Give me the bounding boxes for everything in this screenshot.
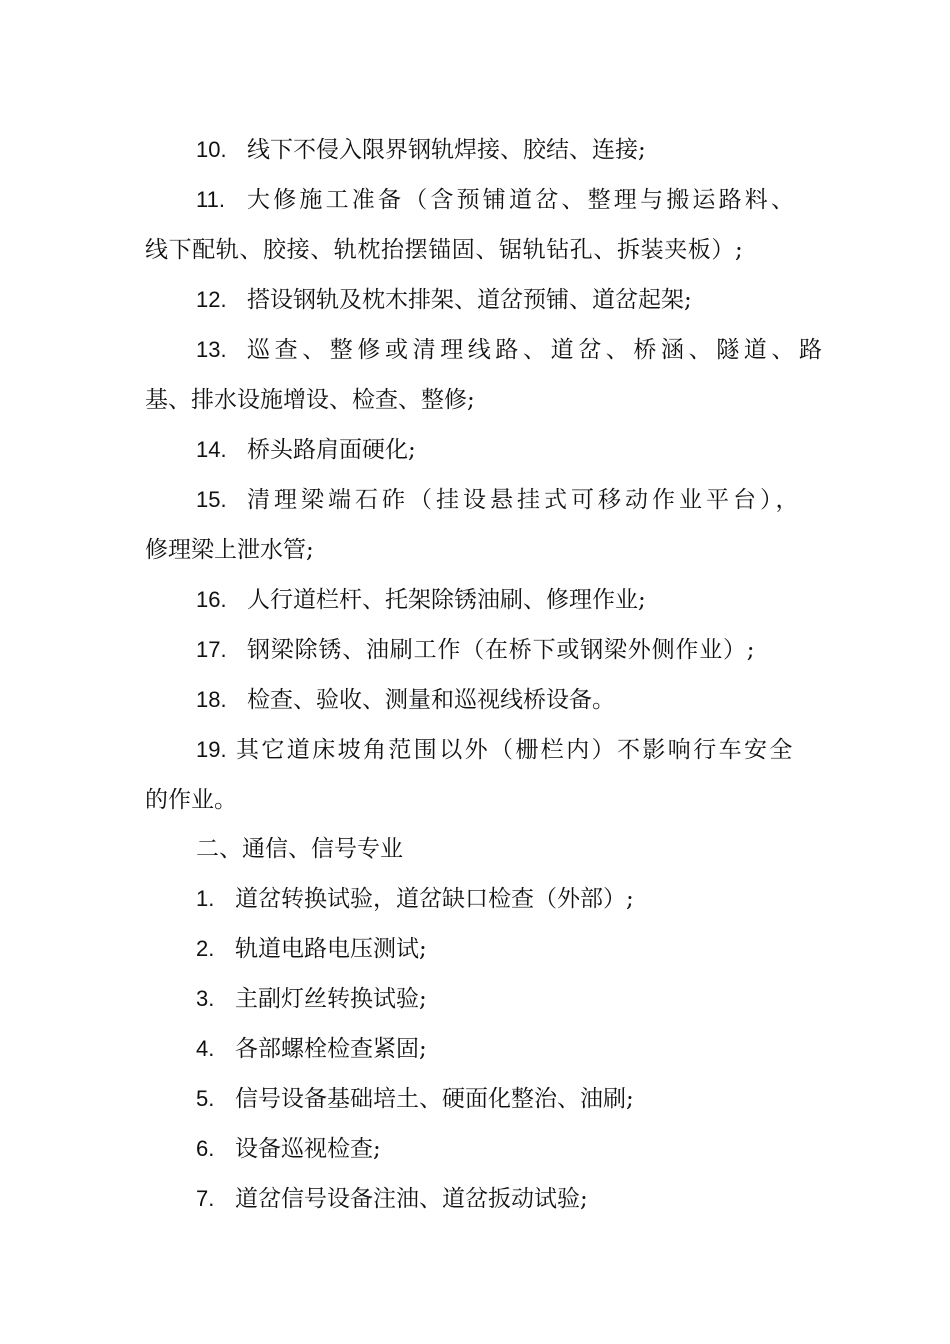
list-item-continuation (145, 532, 314, 568)
item-number: 18. (196, 687, 227, 712)
list-item (196, 1131, 381, 1167)
list-item-continuation (145, 232, 743, 268)
list-item (196, 632, 755, 668)
item-text-continued: 线下配轨、胶接、轨枕抬摆锚固、锯轨钻孔、拆装夹板）; (145, 237, 744, 263)
item-number: 3. (196, 986, 215, 1011)
item-number: 11. (196, 187, 225, 212)
item-text-continued: 基、排水设施增设、检查、整修; (145, 387, 475, 413)
item-number: 1. (196, 886, 215, 911)
list-item (196, 1031, 427, 1067)
item-number: 13. (196, 337, 227, 362)
list-item (196, 682, 615, 718)
list-item (196, 931, 427, 967)
list-item (196, 881, 634, 917)
item-text: 人行道栏杆、托架除锈油刷、修理作业; (247, 587, 646, 613)
item-text: 线下不侵入限界钢轨焊接、胶结、连接; (247, 137, 646, 163)
item-text-continued: 的作业。 (145, 787, 237, 813)
list-item (196, 182, 797, 218)
item-number: 6. (196, 1136, 215, 1161)
item-text: 其它道床坡角范围以外（栅栏内）不影响行车安全 (236, 737, 795, 763)
list-item (196, 132, 646, 168)
list-item-continuation (145, 382, 475, 418)
list-item-continuation (145, 782, 237, 818)
item-text: 道岔转换试验，道岔缺口检查（外部）; (235, 886, 634, 912)
item-text: 大修施工准备（含预铺道岔、整理与搬运路料、 (247, 187, 798, 213)
item-number: 7. (196, 1186, 215, 1211)
item-text: 钢梁除锈、油刷工作（在桥下或钢梁外侧作业）; (247, 637, 756, 663)
item-text: 道岔信号设备注油、道岔扳动试验; (235, 1186, 588, 1212)
item-number: 19. (196, 737, 227, 762)
item-number: 17. (196, 637, 227, 662)
item-text: 设备巡视检查; (235, 1136, 381, 1162)
item-number: 15. (196, 487, 227, 512)
item-text: 各部螺栓检查紧固; (235, 1036, 427, 1062)
item-number: 16. (196, 587, 227, 612)
item-text: 桥头路肩面硬化; (247, 437, 416, 463)
item-number: 4. (196, 1036, 215, 1061)
item-text: 主副灯丝转换试验; (235, 986, 427, 1012)
list-item (196, 582, 646, 618)
item-number: 12. (196, 287, 227, 312)
item-number: 2. (196, 936, 215, 961)
item-text: 轨道电路电压测试; (235, 936, 427, 962)
item-text: 信号设备基础培土、硬面化整治、油刷; (235, 1086, 634, 1112)
list-item (196, 482, 803, 518)
list-item (196, 432, 416, 468)
list-item (196, 981, 427, 1017)
item-number: 10. (196, 137, 227, 162)
list-item (196, 1181, 588, 1217)
item-number: 5. (196, 1086, 215, 1111)
item-text: 清理梁端石砟（挂设悬挂式可移动作业平台）， (247, 487, 803, 513)
list-item (196, 282, 692, 318)
item-text: 搭设钢轨及枕木排架、道岔预铺、道岔起架; (247, 287, 692, 313)
item-text-continued: 修理梁上泄水管; (145, 537, 314, 563)
item-text: 检查、验收、测量和巡视线桥设备。 (247, 687, 615, 713)
item-number: 14. (196, 437, 227, 462)
item-text: 巡查、整修或清理线路、道岔、桥涵、隧道、路 (247, 337, 827, 363)
list-item (196, 1081, 634, 1117)
list-item (196, 732, 795, 768)
list-item (196, 332, 827, 368)
section-heading: 二、通信、信号专业 (196, 836, 403, 862)
